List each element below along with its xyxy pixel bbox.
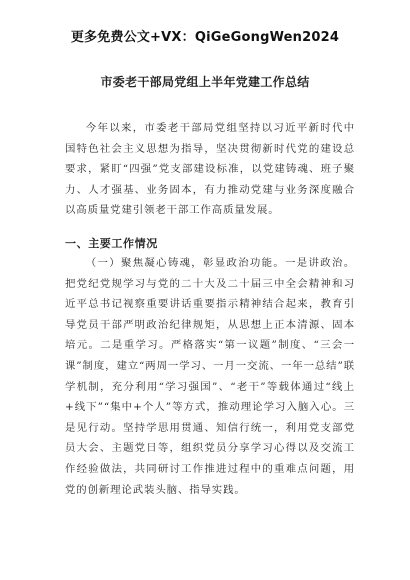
body-paragraph: （一）聚焦凝心铸魂，彰显政治功能。一是讲政治。把党纪党规学习与党的二十大及二十届三中全会精神和习近平总书记视察重要讲话重要指示精神结合起来，教育引导党员干部严明政治纪律规矩，从思想上正本清源、固本培元。二是重学习。严格落实“第一议题”制度、“三会一课”制度，建立“两周一学习、一月一交流、一年一总结”联学机制，充分利用“学习强国”、“老干”等载体通过“线上+线下”“集中+个人”等方式，推动理论学习入脑入心。三是见行动。坚持学思用贯通、知信行统一，利用党支部党员大会、主题党日等，组织党员分享学习心得以及交流工作经验做法，共同研讨工作推进过程中的重难点问题，用党的创新理论武装头脑、指导实践。	[65, 257, 355, 496]
promo-banner: 更多免费公文+VX：QiGeGongWen2024	[70, 30, 340, 45]
section-heading: 一、主要工作情况	[65, 237, 158, 250]
document-title: 市委老干部局党组上半年党建工作总结	[100, 75, 310, 89]
intro-paragraph: 今年以来，市委老干部局党组坚持以习近平新时代中国特色社会主义思想为指导，坚决贯彻新时代党的建设总要求，紧盯“四强”党支部建设标准，以党建铸魂、班子聚力、人才强基、业务固本，有力推动党建与业务深度融合以高质量党建引领老干部工作高质量发展。	[65, 122, 355, 217]
